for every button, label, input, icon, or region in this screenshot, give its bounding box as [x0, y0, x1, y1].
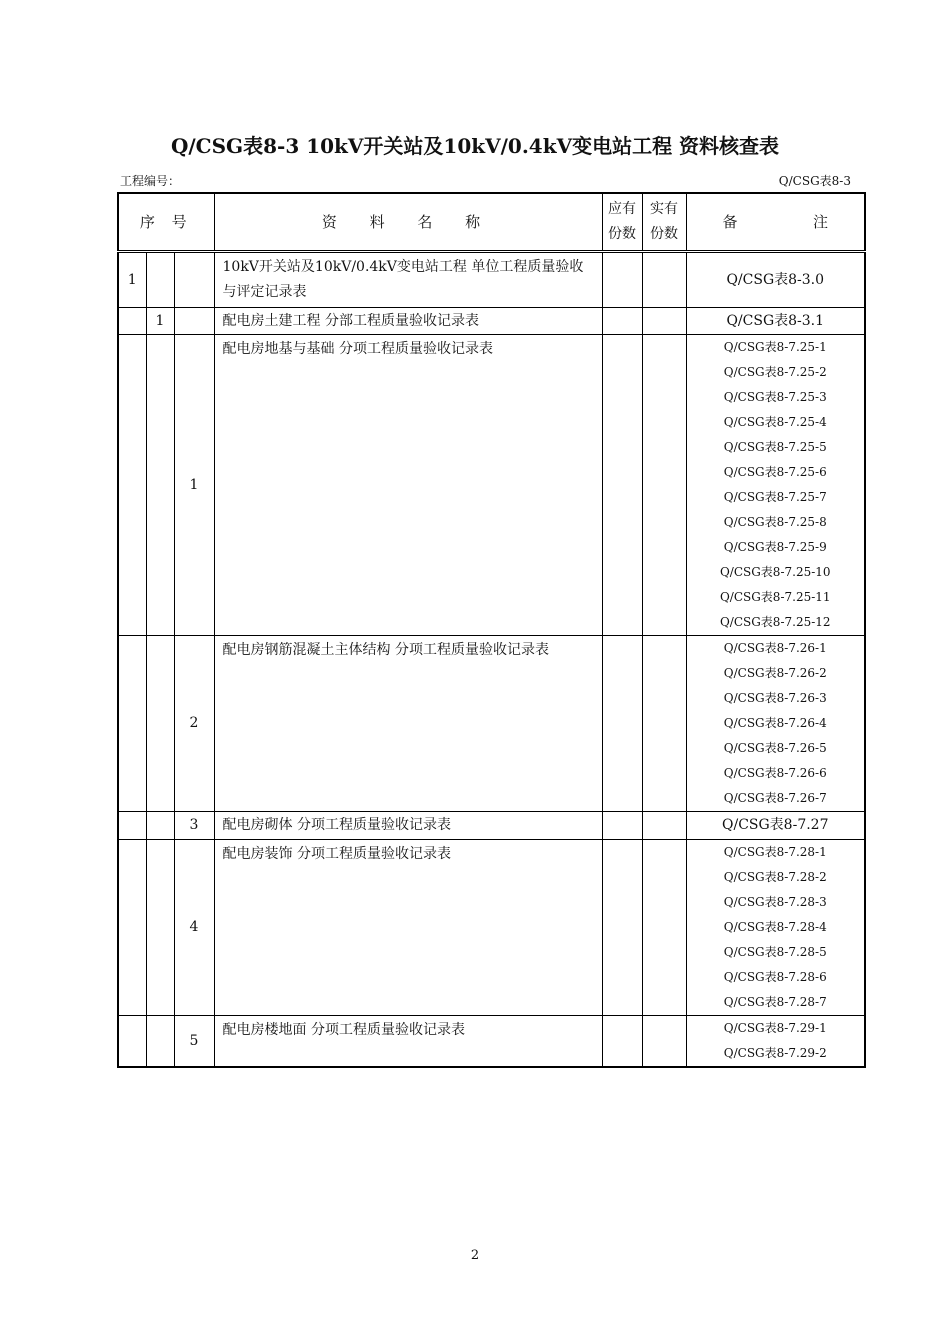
remark-item: Q/CSG表8-7.25-1	[723, 340, 827, 354]
remark-item: Q/CSG表8-7.25-3	[723, 390, 827, 404]
doc-name: 配电房装饰 分项工程质量验收记录表	[214, 840, 602, 1016]
seq-level2-empty	[146, 335, 174, 636]
table-row	[118, 252, 865, 308]
remark-item: Q/CSG表8-7.25-6	[723, 465, 827, 479]
remark: Q/CSG表8-3.1	[686, 308, 865, 335]
seq-level1-empty	[118, 1016, 146, 1068]
page-title: Q/CSG表8-3 10kV开关站及10kV/0.4kV变电站工程 资料核查表	[170, 134, 780, 158]
seq-level3: 3	[174, 812, 214, 840]
seq-level1-empty	[118, 335, 146, 636]
should-copies	[602, 1016, 642, 1068]
remark-item: Q/CSG表8-7.25-9	[723, 540, 827, 554]
project-number-label: 工程编号：	[120, 174, 181, 188]
seq-level3: 5	[174, 1016, 214, 1068]
seq-level2-empty	[146, 812, 174, 840]
seq-level1-empty	[118, 840, 146, 1016]
actual-copies	[642, 335, 686, 636]
doc-name: 配电房土建工程 分部工程质量验收记录表	[214, 308, 602, 335]
seq-level1: 1	[118, 252, 146, 308]
table-row	[118, 335, 865, 636]
remark-item: Q/CSG表8-7.26-7	[723, 791, 827, 805]
should-copies	[602, 308, 642, 335]
table-row	[118, 308, 865, 335]
remark-list	[686, 1016, 865, 1068]
header-should-line2: 份数	[608, 226, 636, 242]
seq-level3-empty	[174, 308, 214, 335]
remark-item: Q/CSG表8-7.25-10	[719, 565, 831, 579]
should-copies	[602, 812, 642, 840]
remark-item: Q/CSG表8-7.28-1	[723, 845, 827, 859]
seq-level3: 2	[174, 636, 214, 812]
should-copies	[602, 840, 642, 1016]
actual-copies	[642, 252, 686, 308]
header-seq: 序 号	[118, 193, 214, 252]
remark-item: Q/CSG表8-7.25-7	[723, 490, 827, 504]
doc-name: 配电房钢筋混凝土主体结构 分项工程质量验收记录表	[214, 636, 602, 812]
doc-name: 10kV开关站及10kV/0.4kV变电站工程 单位工程质量验收与评定记录表	[214, 252, 602, 308]
remark-item: Q/CSG表8-7.26-1	[723, 641, 827, 655]
should-copies	[602, 252, 642, 308]
remark-item: Q/CSG表8-7.28-5	[723, 945, 827, 959]
page-number: 2	[470, 1248, 480, 1263]
seq-level2-empty	[146, 840, 174, 1016]
header-remark-a: 备	[722, 212, 738, 231]
remark-item: Q/CSG表8-7.26-6	[723, 766, 827, 780]
remark-item: Q/CSG表8-7.29-2	[723, 1046, 827, 1060]
seq-level2: 1	[146, 308, 174, 335]
actual-copies	[642, 1016, 686, 1068]
remark-item: Q/CSG表8-7.29-1	[723, 1021, 827, 1035]
header-actual-line1: 实有	[650, 201, 678, 217]
header-remark	[686, 193, 865, 252]
seq-level3: 4	[174, 840, 214, 1016]
remark-item: Q/CSG表8-7.28-3	[723, 895, 827, 909]
remark-item: Q/CSG表8-7.26-4	[723, 716, 827, 730]
remark-item: Q/CSG表8-7.25-2	[723, 365, 827, 379]
table-row	[118, 812, 865, 840]
table-row	[118, 636, 865, 812]
remark-item: Q/CSG表8-7.25-11	[719, 590, 831, 604]
should-copies	[602, 335, 642, 636]
seq-level3: 1	[174, 335, 214, 636]
remark-item: Q/CSG表8-7.28-6	[723, 970, 827, 984]
remark-item: Q/CSG表8-7.28-4	[723, 920, 827, 934]
doc-name: 配电房砌体 分项工程质量验收记录表	[214, 812, 602, 840]
header-actual-copies	[642, 193, 686, 252]
seq-level2-empty	[146, 1016, 174, 1068]
remark-list	[686, 840, 865, 1016]
remark-list	[686, 636, 865, 812]
remark-item: Q/CSG表8-7.28-7	[723, 995, 827, 1009]
remark-item: Q/CSG表8-7.26-5	[723, 741, 827, 755]
remark: Q/CSG表8-3.0	[686, 252, 865, 308]
remark-item: Q/CSG表8-7.26-3	[723, 691, 827, 705]
header-name: 资 料 名 称	[214, 193, 602, 252]
check-table	[117, 192, 866, 1068]
seq-level1-empty	[118, 636, 146, 812]
seq-level1-empty	[118, 812, 146, 840]
seq-level2-empty	[146, 636, 174, 812]
remark-list	[686, 335, 865, 636]
seq-level2-empty	[146, 252, 174, 308]
table-row	[118, 1016, 865, 1068]
remark-item: Q/CSG表8-7.25-4	[723, 415, 827, 429]
actual-copies	[642, 812, 686, 840]
header-should-line1: 应有	[608, 201, 636, 217]
table-header-row	[118, 193, 865, 252]
remark-item: Q/CSG表8-7.25-5	[723, 440, 827, 454]
actual-copies	[642, 308, 686, 335]
doc-name: 配电房楼地面 分项工程质量验收记录表	[214, 1016, 602, 1068]
header-actual-line2: 份数	[650, 226, 678, 242]
table-row	[118, 840, 865, 1016]
header-remark-b: 注	[812, 212, 828, 231]
should-copies	[602, 636, 642, 812]
remark-item: Q/CSG表8-7.26-2	[723, 666, 827, 680]
seq-level1-empty	[118, 308, 146, 335]
remark-item: Q/CSG表8-7.28-2	[723, 870, 827, 884]
remark: Q/CSG表8-7.27	[686, 812, 865, 840]
form-code: Q/CSG表8-3	[778, 174, 851, 188]
actual-copies	[642, 636, 686, 812]
remark-item: Q/CSG表8-7.25-12	[719, 615, 831, 629]
header-should-copies	[602, 193, 642, 252]
actual-copies	[642, 840, 686, 1016]
remark-item: Q/CSG表8-7.25-8	[723, 515, 827, 529]
doc-name: 配电房地基与基础 分项工程质量验收记录表	[214, 335, 602, 636]
seq-level3-empty	[174, 252, 214, 308]
